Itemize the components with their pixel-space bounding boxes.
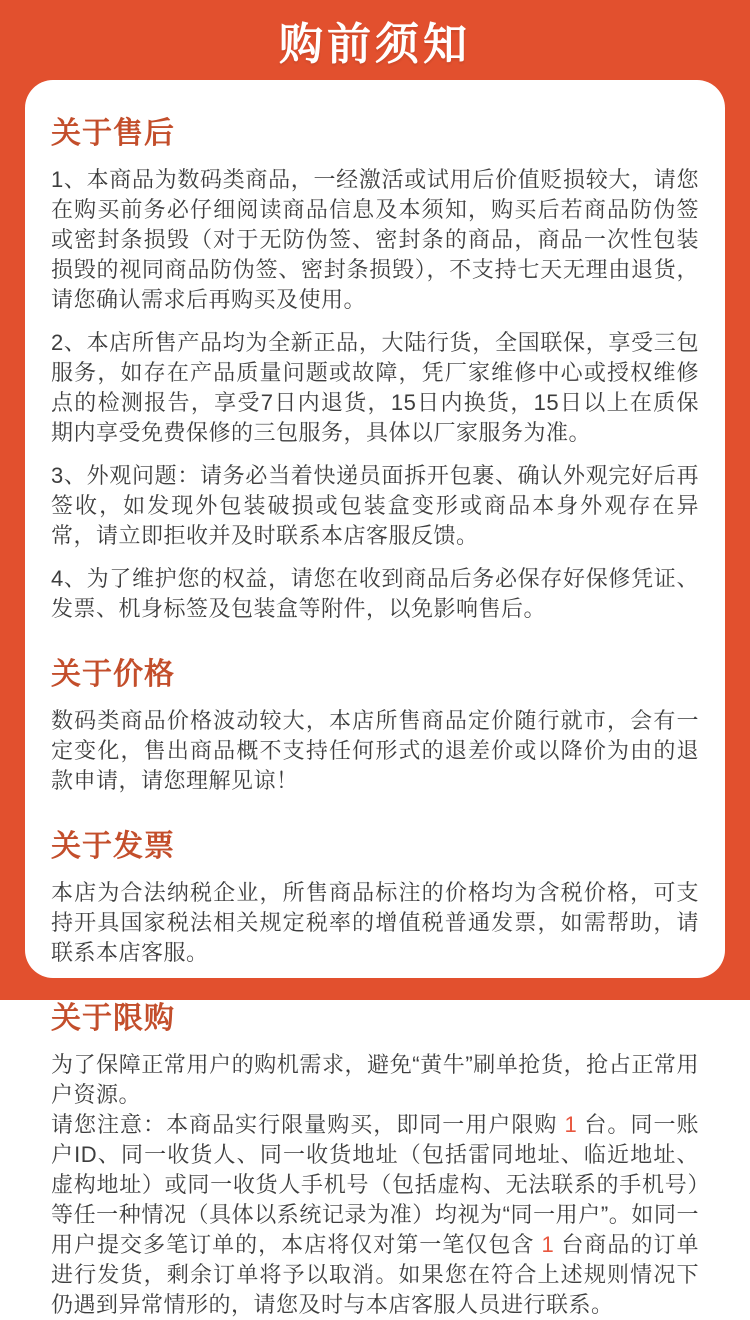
limit-paragraph-intro: 为了保障正常用户的购机需求，避免“黄牛”刷单抢货，抢占正常用户资源。	[51, 1052, 699, 1107]
section-heading-price: 关于价格	[51, 658, 175, 691]
section-price	[51, 649, 699, 796]
price-paragraph: 数码类商品价格波动较大，本店所售商品定价随行就市，会有一定变化，售出商品概不支持任何形式的退差价或以降价为由的退款申请，请您理解见谅！	[51, 708, 699, 793]
page-header	[0, 0, 750, 80]
section-invoice	[51, 821, 699, 968]
limit-notice-text-1: 请您注意：本商品实行限量购买，即同一用户限购	[51, 1112, 565, 1137]
aftersales-paragraph-1: 1、本商品为数码类商品，一经激活或试用后价值贬损较大，请您在购买前务必仔细阅读商品信息及本须知，购买后若商品防伪签或密封条损毁（对于无防伪签、密封条的商品，商品一次性包装损毁的视同商品防伪签、密封条损毁），不支持七天无理由退货，请您确认需求后再购买及使用。	[51, 167, 699, 312]
section-heading-invoice: 关于发票	[51, 830, 175, 863]
section-aftersales	[51, 108, 699, 624]
section-heading-limit: 关于限购	[51, 1002, 175, 1035]
limit-notice-text-3: 台商品的订单进行发货，剩余订单将予以取消。如果您在符合上述规则情况下仍遇到异常情形的，请您及时与本店客服人员进行联系。	[51, 1232, 699, 1317]
aftersales-paragraph-3: 3、外观问题：请务必当着快递员面拆开包裹、确认外观完好后再签收，如发现外包装破损或包装盒变形或商品本身外观存在异常，请立即拒收并及时联系本店客服反馈。	[51, 463, 699, 548]
page-title: 购前须知	[279, 20, 471, 69]
limit-highlight-number-1: 1	[564, 1112, 578, 1137]
limit-notice-text-2: 台。同一账户ID、同一收货人、同一收货地址（包括雷同地址、临近地址、虚构地址）或同一收货人手机号（包括虚构、无法联系的手机号）等任一种情况（具体以系统记录为准）均视为“同一用户”。如同一用户提交多笔订单的，本店将仅对第一笔仅包含	[51, 1112, 699, 1257]
invoice-paragraph: 本店为合法纳税企业，所售商品标注的价格均为含税价格，可支持开具国家税法相关规定税率的增值税普通发票，如需帮助，请联系本店客服。	[51, 880, 699, 965]
section-limit	[51, 993, 699, 1320]
limit-highlight-number-2: 1	[541, 1232, 555, 1257]
aftersales-paragraph-4: 4、为了维护您的权益，请您在收到商品后务必保存好保修凭证、发票、机身标签及包装盒等附件，以免影响售后。	[51, 566, 699, 621]
section-heading-aftersales: 关于售后	[51, 117, 175, 150]
limit-paragraph-notice	[51, 1110, 699, 1320]
notice-card	[25, 80, 725, 1317]
aftersales-paragraph-2: 2、本店所售产品均为全新正品，大陆行货，全国联保，享受三包服务，如存在产品质量问题或故障，凭厂家维修中心或授权维修点的检测报告，享受7日内退货，15日内换货，15日以上在质保期内享受免费保修的三包服务，具体以厂家服务为准。	[51, 330, 699, 445]
